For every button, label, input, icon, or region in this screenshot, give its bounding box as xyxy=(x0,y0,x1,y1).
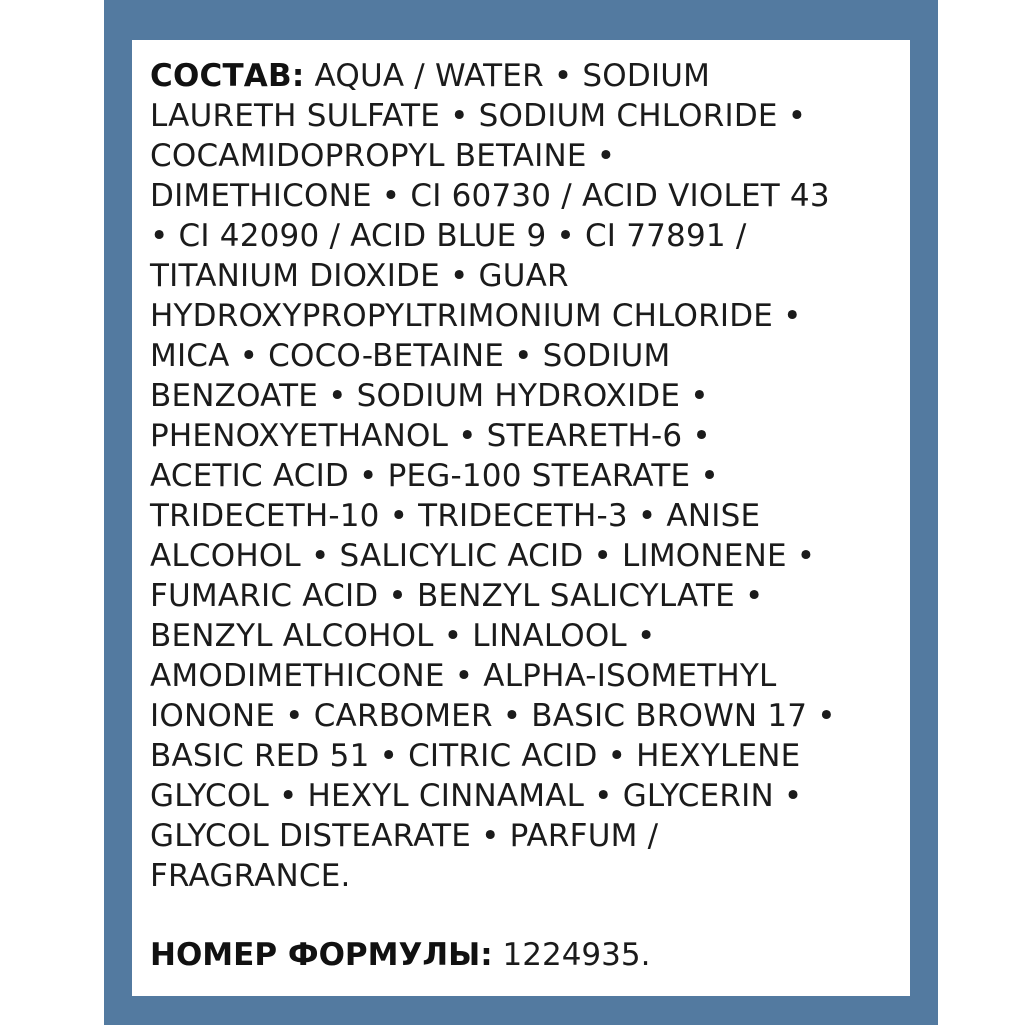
ingredients-line: LAURETH SULFATE • SODIUM CHLORIDE • xyxy=(150,98,807,134)
ingredients-line: FRAGRANCE. xyxy=(150,858,351,894)
ingredients-line: GLYCOL • HEXYL CINNAMAL • GLYCERIN • xyxy=(150,778,803,814)
ingredients-line xyxy=(150,56,910,96)
formula-value: 1224935. xyxy=(492,937,651,973)
ingredients-line: ACETIC ACID • PEG-100 STEARATE • xyxy=(150,458,719,494)
formula-number xyxy=(150,935,650,975)
ingredients-text: AQUA / WATER • SODIUM xyxy=(304,58,711,94)
ingredients-line: ALCOHOL • SALICYLIC ACID • LIMONENE • xyxy=(150,538,816,574)
ingredients-line: HYDROXYPROPYLTRIMONIUM CHLORIDE • xyxy=(150,298,802,334)
ingredients-line: TITANIUM DIOXIDE • GUAR xyxy=(150,258,569,294)
ingredients-line: FUMARIC ACID • BENZYL SALICYLATE • xyxy=(150,578,764,614)
ingredients-line: BASIC RED 51 • CITRIC ACID • HEXYLENE xyxy=(150,738,801,774)
ingredients-line: GLYCOL DISTEARATE • PARFUM / xyxy=(150,818,659,854)
formula-label: НОМЕР ФОРМУЛЫ: xyxy=(150,937,493,973)
ingredients-list xyxy=(150,56,910,896)
ingredients-line: TRIDECETH-10 • TRIDECETH-3 • ANISE xyxy=(150,498,761,534)
ingredients-line: COCAMIDOPROPYL BETAINE • xyxy=(150,138,616,174)
ingredients-line: MICA • COCO-BETAINE • SODIUM xyxy=(150,338,671,374)
ingredients-line: AMODIMETHICONE • ALPHA-ISOMETHYL xyxy=(150,658,777,694)
ingredients-line: BENZOATE • SODIUM HYDROXIDE • xyxy=(150,378,709,414)
ingredients-line: PHENOXYETHANOL • STEARETH-6 • xyxy=(150,418,711,454)
ingredients-line: • CI 42090 / ACID BLUE 9 • CI 77891 / xyxy=(150,218,747,254)
ingredients-line: BENZYL ALCOHOL • LINALOOL • xyxy=(150,618,656,654)
ingredients-line: IONONE • CARBOMER • BASIC BROWN 17 • xyxy=(150,698,836,734)
ingredients-line: DIMETHICONE • CI 60730 / ACID VIOLET 43 xyxy=(150,178,830,214)
composition-label: СОСТАВ: xyxy=(150,58,305,94)
